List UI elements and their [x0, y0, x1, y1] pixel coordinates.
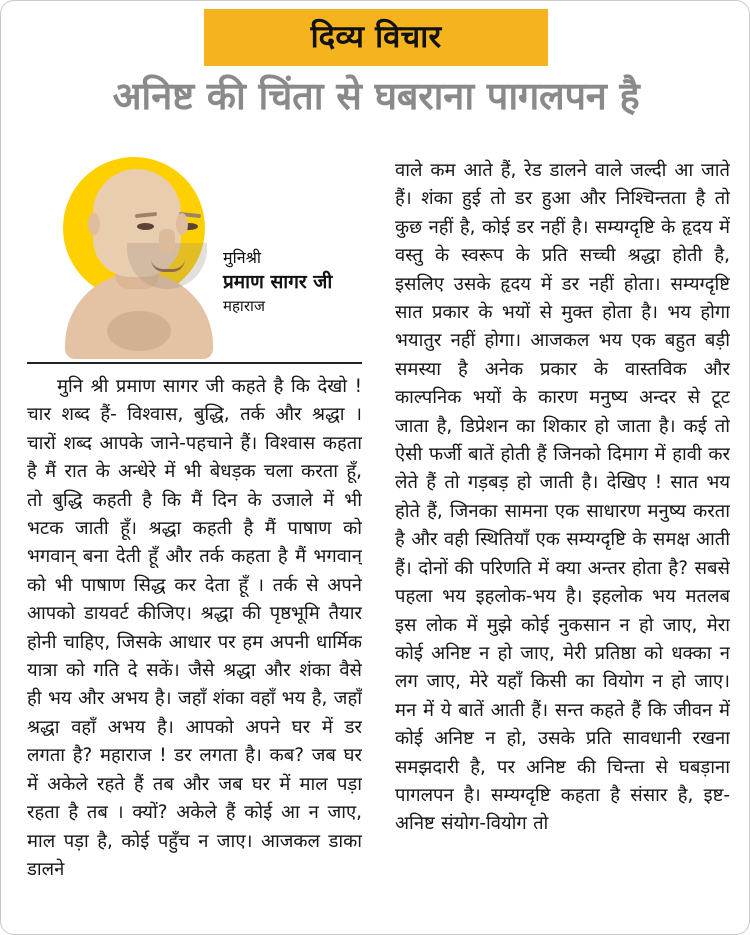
- article-headline: अनिष्ट की चिंता से घबराना पागलपन है: [112, 74, 640, 118]
- article-columns: [1, 151, 750, 926]
- portrait-nose: [159, 229, 175, 253]
- portrait-block: [27, 151, 362, 356]
- portrait-eye-left: [137, 223, 154, 230]
- portrait-chest-shading: [107, 311, 171, 351]
- portrait-caption: [223, 247, 363, 316]
- right-column-paragraph: वाले कम आते हैं, रेड डालने वाले जल्दी आ जाते हैं। शंका हुई तो डर हुआ और निश्चिन्तता है तो कुछ नहीं है, कोई डर नहीं है। सम्यग्दृष्टि के हृदय में वस्तु के स्वरूप के प्रति सच्ची श्रद्धा होती है, इसलिए उसके हृदय में डर नहीं होता। सम्यग्दृष्टि सात प्रकार के भयों से मुक्त होता है। भय होगा भयातुर नहीं होगा। आजकल भय एक बहुत बड़ी समस्या है अनेक प्रकार के वास्तविक और काल्पनिक भयों के कारण मनुष्य अन्दर से टूट जाता है, डिप्रेशन का शिकार हो जाता है। कई तो ऐसी फर्जी बातें होती हैं जिनको दिमाग में हावी कर लेते हैं तो गड़बड़ हो जाती है। देखिए ! सात भय होते हैं, जिनका सामना एक साधारण मनुष्य करता है और वही स्थितियाँ एक सम्यग्दृष्टि के समक्ष आती हैं। दोनों की परिणति में क्या अन्तर होता है? सबसे पहला भय इहलोक-भय है। इहलोक भय मतलब इस लोक में मुझे कोई नुकसान न हो जाए, मेरा कोई अनिष्ट न हो जाए, मेरी प्रतिष्ठा को धक्का न लग जाए, मेरे यहाँ किसी का वियोग न हो जाए। मन में ये बातें आती हैं। सन्त कहते हैं कि जीवन में कोई अनिष्ट न हो, उसके प्रति सावधानी रखना समझदारी है, पर अनिष्ट की चिन्ता से घबड़ाना पागलपन है। सम्यग्दृष्टि कहता है संसार है, इष्ट-अनिष्ट संयोग-वियोग तो: [395, 160, 730, 835]
- column-divider-rule: [27, 362, 362, 364]
- portrait-eyebrow-left: [135, 212, 157, 218]
- section-banner-label: दिव्य विचार: [310, 19, 442, 55]
- left-column: [27, 151, 362, 926]
- right-column: [395, 151, 730, 926]
- portrait-caption-title: महाराज: [223, 297, 265, 316]
- right-column-body: [395, 157, 730, 925]
- portrait-head: [93, 169, 181, 277]
- left-column-paragraph: मुनि श्री प्रमाण सागर जी कहते है कि देखो ! चार शब्द हैं- विश्वास, बुद्धि, तर्क और श्रद्धा । चारों शब्द आपके जाने-पहचाने हैं। विश्वास कहता है मैं रात के अन्धेरे में भी बेधड़क चला करता हूँ, तो बुद्धि कहती है कि मैं दिन के उजाले में भी भटक जाती हूँ। श्रद्धा कहती है मैं पाषाण को भगवान् बना देती हूँ और तर्क कहता है मैं भगवान् को भी पाषाण सिद्ध कर देता हूँ । तर्क से अपने आपको डायवर्ट कीजिए। श्रद्धा की पृष्ठभूमि तैयार होनी चाहिए, जिसके आधार पर हम अपनी धार्मिक यात्रा को गति दे सकें। जैसे श्रद्धा और शंका वैसे ही भय और अभय है। जहाँ शंका वहाँ भय है, जहाँ श्रद्धा वहाँ अभय है। आपको अपने घर में डर लगता है? महाराज ! डर लगता है। कब? जब घर में अकेले रहते हैं तब और जब घर में माल पड़ा रहता है तब । क्यों? अकेले हैं कोई आ न जाए, माल पड़ा है, कोई पहुँच न जाए। आजकल डाका डालने: [27, 376, 362, 880]
- portrait-caption-name: प्रमाण सागर जी: [223, 270, 333, 293]
- left-column-body: [27, 373, 362, 925]
- monk-portrait-photo: [63, 161, 213, 353]
- section-banner: [204, 9, 548, 66]
- portrait-ear-left: [88, 213, 100, 235]
- portrait-ear-right: [176, 213, 188, 235]
- portrait-caption-honorific: मुनिश्री: [223, 248, 262, 267]
